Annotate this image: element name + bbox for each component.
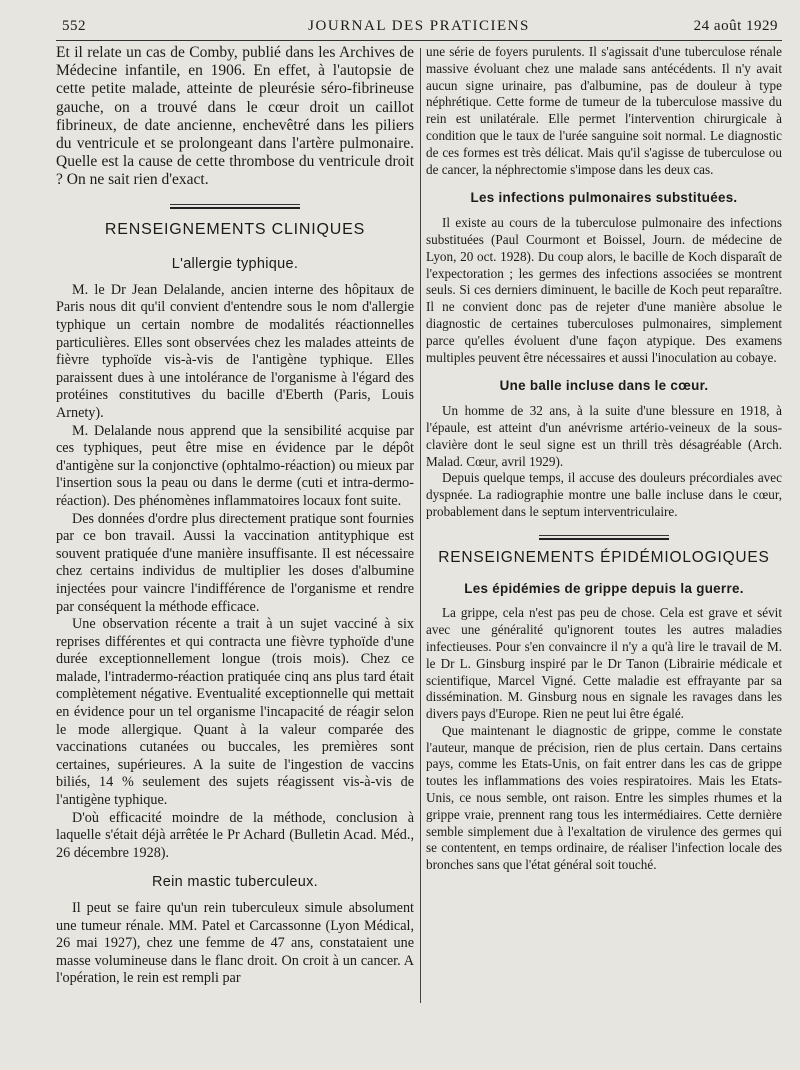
section-ornament [539, 535, 669, 540]
subsection-title-pulmonary: Les infections pulmonaires substituées. [470, 190, 738, 206]
issue-date: 24 août 1929 [693, 18, 778, 34]
journal-title: JOURNAL DES PRATICIENS [308, 18, 530, 34]
left-opening-paragraph: Et il relate un cas de Comby, publié dans les Archives de Médecine infantile, en 1906. En effet, à l'autopsie de cette petite malade, atteinte de pleurésie séro-fibrineuse gauche, on a trouvé dans le cœur droit un caillot fibrineux, de date ancienne, enchevêtré dans les piliers du ventricule et se prolongeant dans l'artère pulmonaire. Quelle est la cause de cette thrombose du ventricule droit ? On ne sait rien d'exact. [56, 44, 414, 189]
left-column [56, 44, 414, 988]
right-column [426, 44, 782, 874]
paragraph: M. Delalande nous apprend que la sensibilité acquise par ces typhiques, peut être mise en évidence par le dépôt d'antigène sur la conjonctive (ophtalmo-réaction) ou mieux par l'insertion sous la peau ou dans le derme (cuti et intra-dermo-réaction). Des phénomènes inflammatoires locaux font suite. [56, 422, 414, 509]
paragraph: M. le Dr Jean Delalande, ancien interne des hôpitaux de Paris nous dit qu'il convient d'entendre sous le nom d'allergie typhique un certain nombre de modalités réactionnelles particulières. Elles sont observées chez les malades atteints de fièvre typhoïde vis-à-vis de l'antigène typhique. Elles paraissent dues à une intolérance de l'organisme à l'égard des protéines constitutives du bacille d'Eberth (Paris, Louis Arnety). [56, 281, 414, 421]
paragraph: Que maintenant le diagnostic de grippe, comme le constate l'auteur, manque de précision, rien de plus certain. Dans certains pays, comme les Etats-Unis, on fait entrer dans les cas de grippe toutes les inflammations des voies respiratoires. Mais les Etats-Unis, ce nous semble, ont raison. Entre les simples rhumes et la grippe vraie, prennent rang tous les intermédiaires. Cette dernière semble simplement due à l'exaltation de virulence des germes qui se contentent, en temps ordinaire, de réaliser l'infection locale des bronches sans que l'état général soit touché. [426, 722, 782, 873]
column-divider [420, 48, 421, 1003]
subsection-title-kidney: Rein mastic tuberculeux. [152, 874, 318, 891]
subsection-title-influenza: Les épidémies de grippe depuis la guerre. [464, 580, 744, 596]
section-ornament [170, 204, 300, 209]
section-title-epidemiological: RENSEIGNEMENTS ÉPIDÉMIOLOGIQUES [438, 548, 770, 566]
paragraph: Un homme de 32 ans, à la suite d'une blessure en 1918, à l'épaule, est atteint d'un anévrisme artério-veineux de la sous-clavière dont le seul signe est un thrill très désagréable (Arch. Malad. Cœur, avril 1929). [426, 403, 782, 469]
subsection-title-allergy: L'allergie typhique. [171, 256, 299, 273]
paragraph: Il existe au cours de la tuberculose pulmonaire des infections substituées (Paul Courmont et Boissel, Journ. de médecine de Lyon, 20 oct. 1928). Du coup alors, le bacille de Koch disparaît de l'expectoration ; les germes des infections associées se montrent seuls. Si ces derniers diminuent, le bacille de Koch peut reparaître. Il ne convient donc pas de rejeter d'une manière absolue le diagnostic de certaines tuberculoses pulmonaires, simplement parce qu'elles évoluent d'une façon atypique. Des examens multiples peuvent être nécessaires et aussi l'inoculation au cobaye. [426, 215, 782, 365]
paragraph: Il peut se faire qu'un rein tuberculeux simule absolument une tumeur rénale. MM. Patel et Carcassonne (Lyon Médical, 26 mai 1927), chez une femme de 47 ans, constataient une masse volumineuse dans le flanc droit. On croit à un cancer. A l'opération, le rein est rempli par [56, 900, 414, 987]
section-title-clinical: RENSEIGNEMENTS CLINIQUES [104, 220, 366, 238]
paragraph: Depuis quelque temps, il accuse des douleurs précordiales avec dyspnée. La radiographie montre une balle incluse dans le cœur, probablement dans le septum interventriculaire. [426, 470, 782, 519]
subsection-title-bullet: Une balle incluse dans le cœur. [499, 378, 709, 394]
paragraph: Des données d'ordre plus directement pratique sont fournies par ce bon travail. Aussi la vaccination antityphique est souvent pratiquée d'une manière insuffisante. Il est nécessaire chez certains individus de multiplier les doses d'albumine injectées pour vaincre l'indifférence de l'organisme et rendre par conséquent la méthode efficace. [56, 510, 414, 615]
page-number: 552 [62, 18, 86, 34]
paragraph: La grippe, cela n'est pas peu de chose. Cela est grave et sévit avec une généralité qu'ignorent toutes les autres maladies infectieuses. Pour s'en convaincre il n'y a qu'à lire le travail de M. le Dr L. Ginsburg inspiré par le Dr Tanon (Librairie médicale et scientifique, Marcel Vigné. Cette maladie est effrayante par sa dissémination. M. Ginsburg nous en signale les ravages dans les divers pays d'Europe. Rien ne peut lui être égalé. [426, 605, 782, 722]
paragraph: D'où efficacité moindre de la méthode, conclusion à laquelle s'était déjà arrêtée le Pr Achard (Bulletin Acad. Méd., 26 décembre 1928). [56, 809, 414, 861]
right-opening-paragraph: une série de foyers purulents. Il s'agissait d'une tuberculose rénale massive évoluant chez une malade sans antécédents. Il n'y avait aucun signe urinaire, pas d'albumine, pas de douleur à type néphrétique. Cette forme de tumeur de la tuberculose massive du rein est unilatérale. Elle permet l'intervention chirurgicale à condition que le taux de l'urée sanguine soit normal. Le diagnostic de ces formes est très délicat. Mais qu'il s'agisse de tuberculose ou de cancer, la néphrectomie s'impose dans les deux cas. [426, 44, 782, 177]
paragraph: Une observation récente a trait à un sujet vacciné à six reprises différentes et qui contracta une fièvre typhoïde d'une durée exceptionnellement longue (trois mois). Chez ce malade, l'intradermo-réaction pratiquée cinq ans plus tard était complètement négative. Eventualité exceptionnelle qui mettait en évidence pour un tel organisme l'incapacité de réagir selon le mode allergique. Quant à la valeur comparée des vaccinations cutanées ou buccales, les premières sont certaines, supérieures. A la suite de l'ingestion de vaccins biliés, 14 % seulement des sujets réagissent vis-à-vis de l'antigène typhique. [56, 616, 414, 809]
header-rule [56, 40, 782, 41]
